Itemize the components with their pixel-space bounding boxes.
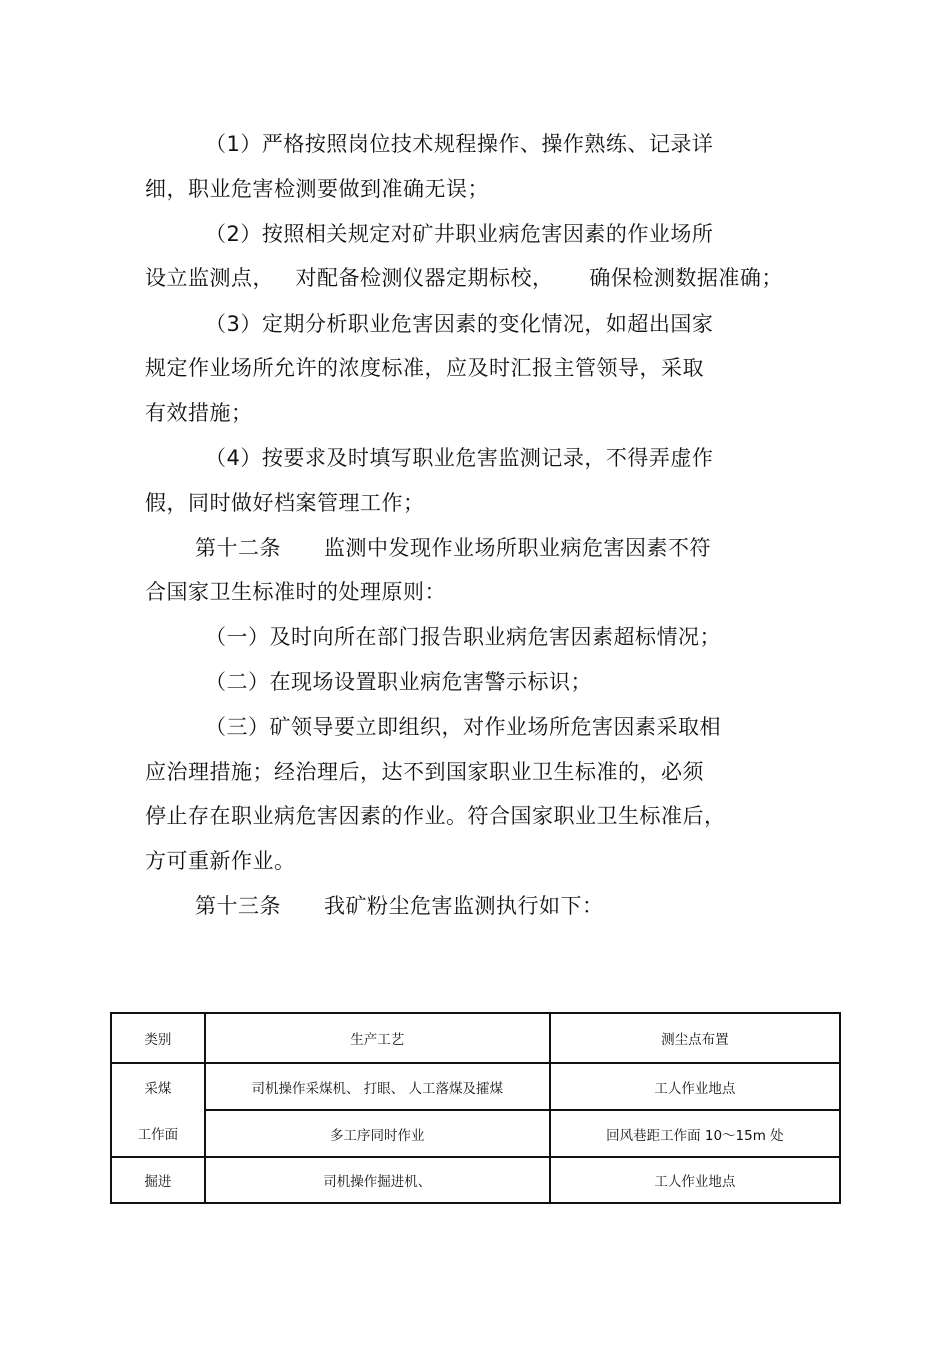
paragraph-line: 假，同时做好档案管理工作； xyxy=(145,491,425,515)
table-cell: 工人作业地点 xyxy=(550,1157,840,1203)
paragraph-line: 合国家卫生标准时的处理原则： xyxy=(145,580,446,604)
dust-monitoring-table xyxy=(110,1012,841,1204)
table-cell: 工人作业地点 xyxy=(550,1063,840,1110)
paragraph-line: （三）矿领导要立即组织，对作业场所危害因素采取相 xyxy=(205,715,721,739)
paragraph-line: 停止存在职业病危害因素的作业。符合国家职业卫生标准后， xyxy=(145,804,726,828)
table-header-cell: 测尘点布置 xyxy=(550,1013,840,1063)
table-cell: 掘进 xyxy=(111,1157,205,1203)
table-cell: 回风巷距工作面 10～15m 处 xyxy=(550,1110,840,1157)
article-heading-line: 第十三条 我矿粉尘危害监测执行如下： xyxy=(195,894,604,918)
paragraph-line: 有效措施； xyxy=(145,401,253,425)
paragraph-line: （二）在现场设置职业病危害警示标识； xyxy=(205,670,592,694)
table-row xyxy=(111,1110,840,1157)
table-header-cell: 类别 xyxy=(111,1013,205,1063)
paragraph-line: 规定作业场所允许的浓度标准，应及时汇报主管领导，采取 xyxy=(145,356,704,380)
table-header-row xyxy=(111,1013,840,1063)
table-cell: 采煤 xyxy=(111,1063,205,1110)
paragraph-line: （1）严格按照岗位技术规程操作、操作熟练、记录详 xyxy=(205,132,714,156)
paragraph-line: 细，职业危害检测要做到准确无误； xyxy=(145,177,489,201)
paragraph-line: （一）及时向所在部门报告职业病危害因素超标情况； xyxy=(205,625,721,649)
table-cell: 工作面 xyxy=(111,1110,205,1157)
paragraph-line: （2）按照相关规定对矿井职业病危害因素的作业场所 xyxy=(205,222,714,246)
paragraph-line: 方可重新作业。 xyxy=(145,849,296,873)
paragraph-line: （4）按要求及时填写职业危害监测记录，不得弄虚作 xyxy=(205,446,714,470)
table-cell: 多工序同时作业 xyxy=(205,1110,550,1157)
table-row xyxy=(111,1063,840,1110)
table-row xyxy=(111,1157,840,1203)
article-heading-line: 第十二条 监测中发现作业场所职业病危害因素不符 xyxy=(195,536,712,560)
paragraph-line: 应治理措施；经治理后，达不到国家职业卫生标准的，必须 xyxy=(145,760,704,784)
paragraph-line: 设立监测点， 对配备检测仪器定期标校， 确保检测数据准确； xyxy=(145,266,783,290)
table-header-cell: 生产工艺 xyxy=(205,1013,550,1063)
paragraph-line: （3）定期分析职业危害因素的变化情况，如超出国家 xyxy=(205,312,714,336)
table-cell: 司机操作采煤机、 打眼、 人工落煤及攉煤 xyxy=(205,1063,550,1110)
table-cell: 司机操作掘进机、 xyxy=(205,1157,550,1203)
